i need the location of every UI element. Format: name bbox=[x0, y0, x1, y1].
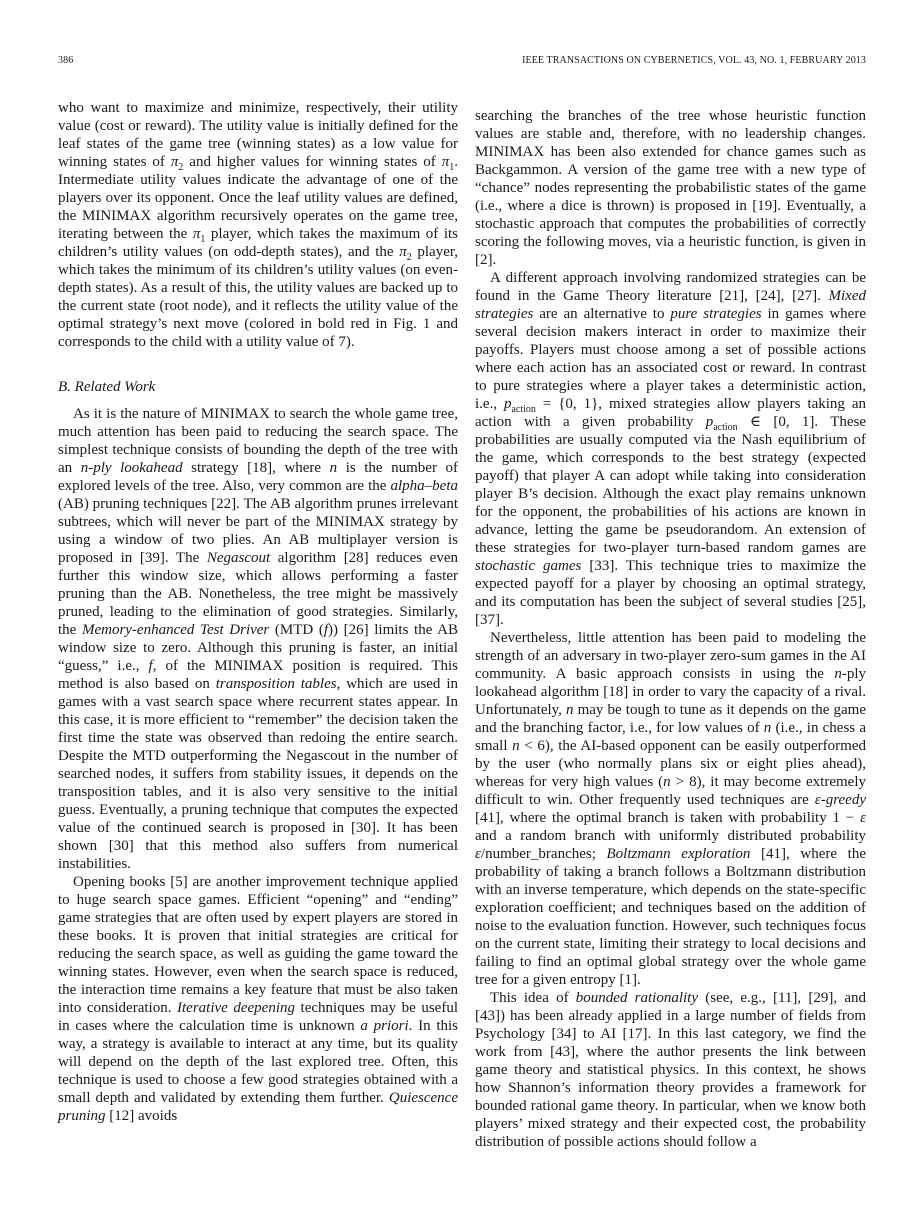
emphasis-text: n bbox=[834, 666, 842, 682]
paragraph bbox=[475, 629, 866, 989]
subscript: 1 bbox=[449, 162, 455, 173]
text-run: algorithm [28] reduces even further this window size, which allows performing a faster pruning than the AB. Nonetheless, the tree might be massively pruned, leading to the elimination of good strategies. Similarly, the bbox=[58, 550, 458, 638]
text-run: = {0, 1}, mixed strategies allow players taking an action with a given probability bbox=[475, 396, 866, 430]
text-run: [33]. This technique tries to maximize the expected payoff for a player by choosing an optimal strategy, and its computation has been the subject of several studies [25], [37]. bbox=[475, 558, 866, 628]
text-run: As it is the nature of MINIMAX to search the whole game tree, much attention has been paid to reducing the search space. The simplest technique consists of bounding the depth of the tree with an bbox=[58, 406, 458, 476]
text-run: [41], where the probability of taking a branch follows a Boltzmann distribution with an inverse temperature, which depends on the state-specific exploration coefficient; and techniques based on the addition of noise to the evaluation function. However, such techniques focus on the current state, limiting their strategy to local decisions and failing to find an optimal global strategy over the whole game tree for a given entropy [1]. bbox=[475, 846, 866, 988]
text-run: (i.e., in chess a small bbox=[475, 720, 866, 754]
emphasis-text: alpha–beta bbox=[390, 478, 458, 494]
subscript: 2 bbox=[178, 162, 184, 173]
emphasis-text: n bbox=[329, 460, 338, 476]
text-run: (see, e.g., [11], [29], and [43]) has been already applied in a large number of fields from Psychology [34] to AI [17]. In this last category, we find the work from [43], where the author presents the link between game theory and statistical physics. In this context, he shows how Shannon’s information theory provides a framework for bounded rational game theory. In particular, when we know both players’ mixed strategy and their expected cost, the probability distribution of possible actions should follow a bbox=[475, 990, 866, 1150]
text-run: is the number of explored levels of the tree. Also, very common are the bbox=[58, 460, 458, 494]
emphasis-text: ε bbox=[860, 810, 866, 826]
text-run: A different approach involving randomized strategies can be found in the Game Theory literature [21], [24], [27]. bbox=[475, 270, 866, 304]
emphasis-text: Iterative deepening bbox=[177, 1000, 295, 1016]
text-run: /number_branches; bbox=[480, 846, 607, 862]
text-run: Nevertheless, little attention has been paid to modeling the strength of an adversary in two-player zero-sum games in the AI community. A basic approach consists in using the bbox=[475, 630, 866, 682]
text-run: ∈ [0, 1]. These probabilities are usually computed via the Nash equilibrium of the game, which corresponds to the best strategy (expected payoff) that player A can adopt while taking into consideration player B’s decision. Although the exact play remains unknown for the opponent, the probabilities of his actions are known in advance, letting the game be pseudorandom. An extension of these strategies for two-player turn-based random games are bbox=[475, 414, 867, 556]
emphasis-text: π bbox=[192, 226, 201, 242]
paragraph bbox=[475, 107, 866, 269]
emphasis-text: Quiescence pruning bbox=[58, 1090, 458, 1124]
emphasis-text: p bbox=[705, 414, 714, 430]
text-run: who want to maximize and minimize, respectively, their utility value (cost or reward). The utility value is initially defined for the leaf states of the game tree (winning states) as a low value for winning states of bbox=[58, 100, 458, 170]
text-run: and higher values for winning states of bbox=[183, 154, 442, 170]
text-run: are an alternative to bbox=[533, 306, 671, 322]
emphasis-text: Mixed strategies bbox=[475, 288, 866, 322]
paragraph bbox=[475, 269, 866, 629]
text-run: (MTD ( bbox=[269, 622, 324, 638]
text-run: , which are used in games with a vast search space where recurrent states appear. In this case, it is more efficient to “remember” the decision taken the first time the state was observed than redoing the entire search. Despite the MTD outperforming the Negascout in the number of searched nodes, it suffers from stability issues, it depends on the transposition tables, and it is also very sensitive to the initial guess. Eventually, a pruning technique that computes the expected value of the continued search is proposed in [30]. It has been shown [30] that this method also suffers from numerical instabilities. bbox=[58, 676, 458, 872]
section-heading: B. Related Work bbox=[58, 379, 156, 395]
subscript: action bbox=[511, 404, 536, 415]
emphasis-text: stochastic games bbox=[475, 558, 582, 574]
emphasis-text: n-ply lookahead bbox=[80, 460, 183, 476]
text-run: [12] avoids bbox=[105, 1108, 178, 1124]
text-run: , of the MINIMAX position is required. This method is also based on bbox=[58, 658, 458, 692]
text-run: and a random branch with uniformly distributed probability bbox=[475, 828, 866, 844]
text-run: . In this way, a strategy is available to interact at any time, but its quality will depend on the depth of the last explored tree. Often, this technique is used to choose a few good strategies obtained with a small depth and validated by extending them further. bbox=[58, 1018, 458, 1106]
paragraph bbox=[58, 99, 458, 351]
emphasis-text: π bbox=[441, 154, 450, 170]
emphasis-text: f bbox=[148, 658, 153, 674]
text-run: < 6), the AI-based opponent can be easily outperformed by the user (who normally plans six or eight plies ahead), whereas for very high values ( bbox=[475, 738, 866, 790]
subscript: 2 bbox=[406, 252, 412, 263]
paragraph bbox=[475, 989, 866, 1151]
text-run: techniques may be useful in cases where the calculation time is unknown bbox=[58, 1000, 458, 1034]
text-run: [41], where the optimal branch is taken with probability 1 − bbox=[475, 810, 861, 826]
emphasis-text: n bbox=[512, 738, 520, 754]
text-run: player, which takes the maximum of its children’s utility values (on odd-depth states), and the bbox=[58, 226, 458, 260]
text-run: . Intermediate utility values indicate the advantage of one of the players over its opponent. Once the leaf utility values are defined, the MINIMAX algorithm recursively operates on the game tree, iterating between the bbox=[58, 154, 458, 242]
text-run: in games where several decision makers interact in order to maximize their payoffs. Players must choose among a set of possible actions where each action has an associated cost or reward. In contrast to pure strategies where a player takes a deterministic action, i.e., bbox=[475, 306, 866, 412]
emphasis-text: ε-greedy bbox=[814, 792, 866, 808]
text-run: -ply lookahead algorithm [18] in order to vary the capacity of a rival. Unfortunately, bbox=[475, 666, 866, 718]
right-column bbox=[475, 107, 866, 1151]
emphasis-text: transposition tables bbox=[215, 676, 337, 692]
emphasis-text: ε bbox=[475, 846, 481, 862]
emphasis-text: n bbox=[566, 702, 574, 718]
text-run: )) [26] limits the AB window size to zero. Although this pruning is faster, an initial “guess,” i.e., bbox=[58, 622, 458, 674]
emphasis-text: p bbox=[504, 396, 512, 412]
emphasis-text: π bbox=[170, 154, 179, 170]
emphasis-text: a priori bbox=[360, 1018, 409, 1034]
text-run: Opening books [5] are another improvement technique applied to huge search space games. Efficient “opening” and “ending” game strategies that are often used by expert players are stored in these books. It is proven that initial strategies are critical for reducing the search space, as well as guiding the game toward the winning states. However, even when the search space is reduced, the interaction time remains a key feature that must be also taken into consideration. bbox=[58, 874, 458, 1016]
emphasis-text: Negascout bbox=[206, 550, 271, 566]
text-run: strategy [18], where bbox=[182, 460, 330, 476]
emphasis-text: bounded rationality bbox=[575, 990, 699, 1006]
text-run: > 8), it may become extremely difficult to win. Other frequently used techniques are bbox=[475, 774, 866, 808]
subscript: action bbox=[713, 422, 738, 433]
text-run: player, which takes the minimum of its children’s utility values (on even-depth states). As a result of this, the utility values are backed up to the current state (root node), and it reflects the utility value of the optimal strategy’s next move (colored in bold red in Fig. 1 and corresponds to the child with a utility value of 7). bbox=[58, 244, 458, 350]
subscript: 1 bbox=[200, 234, 206, 245]
running-header: IEEE TRANSACTIONS ON CYBERNETICS, VOL. 43, NO. 1, FEBRUARY 2013 bbox=[522, 55, 866, 66]
left-column bbox=[58, 99, 458, 1125]
emphasis-text: f bbox=[323, 622, 329, 638]
text-run: may be tough to tune as it depends on the game and the branching factor, i.e., for low values of bbox=[475, 702, 866, 736]
emphasis-text: Boltzmann exploration bbox=[606, 846, 751, 862]
emphasis-text: π bbox=[399, 244, 407, 260]
page-number: 386 bbox=[58, 55, 74, 66]
text-run: searching the branches of the tree whose heuristic function values are stable and, therefore, with no leadership changes. MINIMAX has been also extended for chance games such as Backgammon. A version of the game tree with a new type of “chance” nodes representing the probabilistic states of the game (i.e., where a dice is thrown) is proposed in [19]. Eventually, a stochastic approach that computes the probabilities of correctly scoring the following moves, via a heuristic function, is given in [2]. bbox=[475, 108, 866, 268]
emphasis-text: n bbox=[763, 720, 772, 736]
emphasis-text: n bbox=[663, 774, 671, 790]
paragraph bbox=[58, 873, 458, 1125]
text-run: (AB) pruning techniques [22]. The AB algorithm prunes irrelevant subtrees, which will never be part of the MINIMAX strategy by using a window of two plies. An AB multiplayer version is proposed in [39]. The bbox=[58, 496, 458, 566]
paragraph bbox=[58, 405, 458, 873]
text-run: This idea of bbox=[490, 990, 576, 1006]
emphasis-text: pure strategies bbox=[670, 306, 762, 322]
emphasis-text: Memory-enhanced Test Driver bbox=[81, 622, 270, 638]
